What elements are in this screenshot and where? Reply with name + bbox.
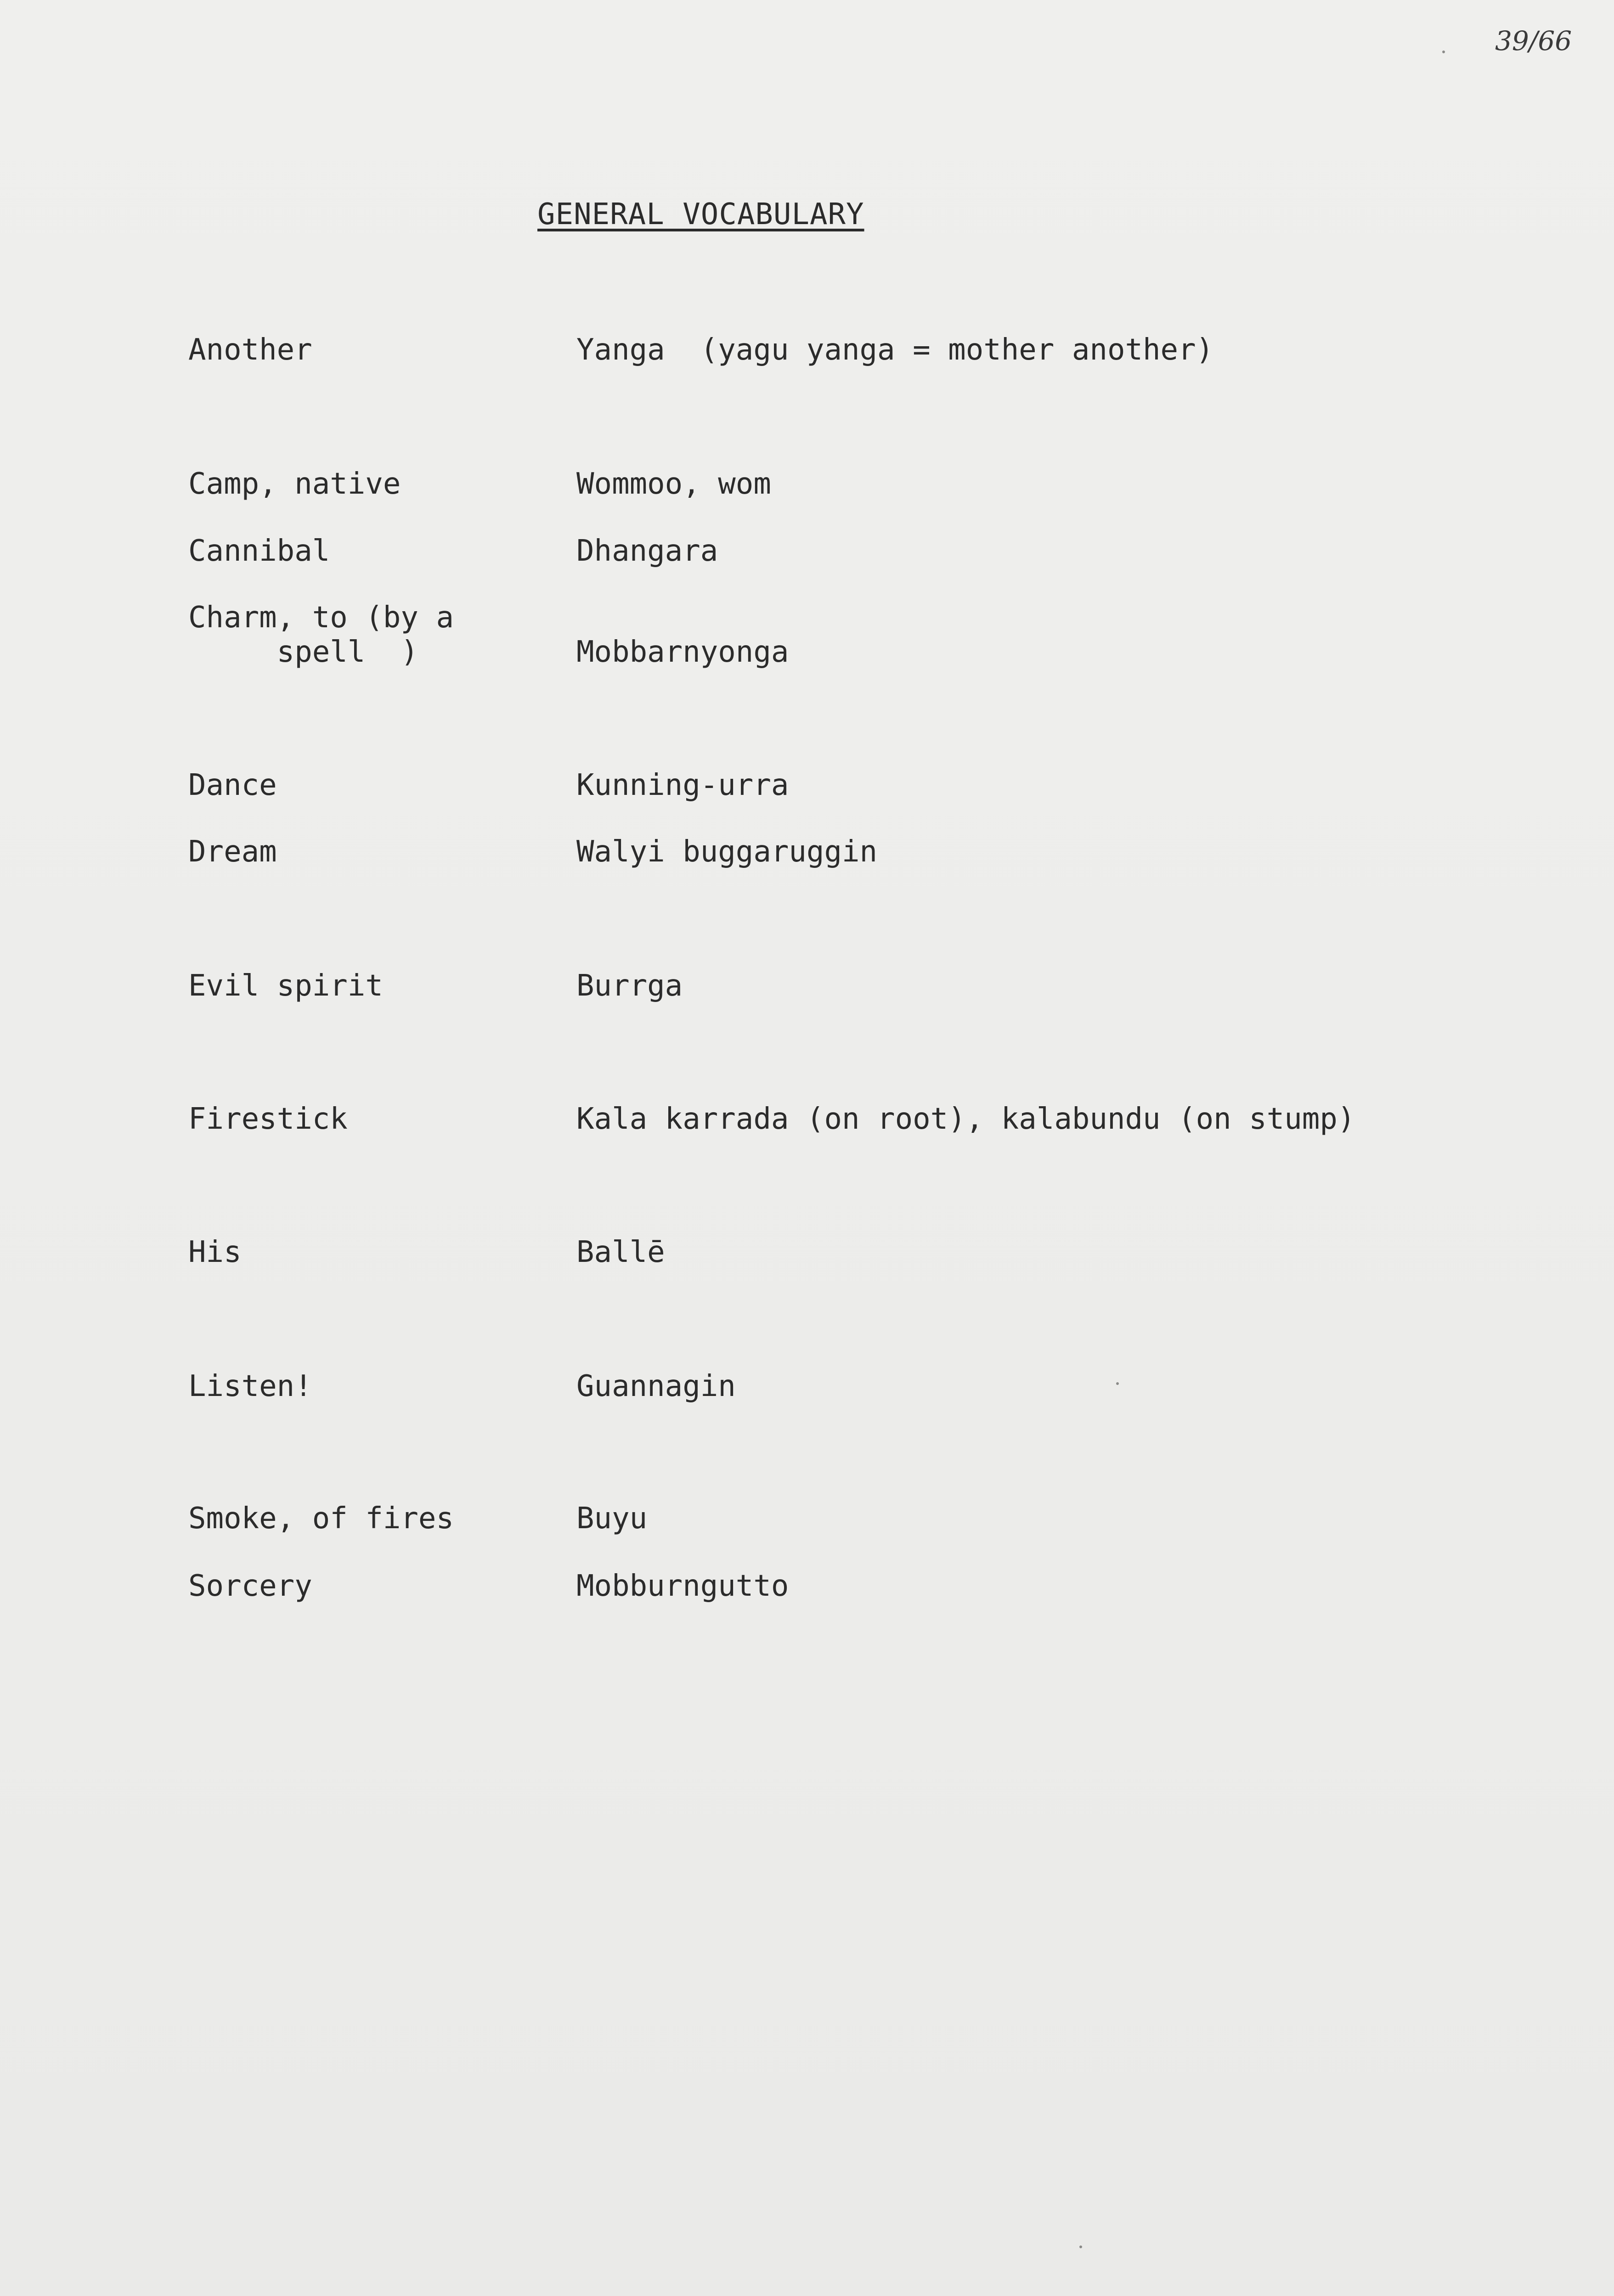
vocab-term: Sorcery xyxy=(188,1569,312,1603)
vocab-gloss: Kunning-urra xyxy=(576,768,789,802)
document-title: GENERAL VOCABULARY xyxy=(537,197,864,231)
vocab-term: Another xyxy=(188,333,312,367)
vocab-gloss: Wommoo, wom xyxy=(576,467,771,501)
vocab-gloss: Walyi buggaruggin xyxy=(576,835,878,869)
paper-speck xyxy=(1442,51,1445,53)
vocab-term: His xyxy=(188,1235,242,1269)
page-number: 39/66 xyxy=(1495,25,1572,56)
vocab-gloss: Mobbarnyonga xyxy=(576,635,789,669)
vocab-gloss: Buyu xyxy=(576,1502,648,1536)
paper-speck xyxy=(1079,2245,1082,2248)
vocab-term: Dance xyxy=(188,768,277,802)
vocab-term: Smoke, of fires xyxy=(188,1502,454,1536)
vocab-term: Dream xyxy=(188,835,277,869)
vocab-term: Evil spirit xyxy=(188,969,383,1003)
vocab-term: Camp, native xyxy=(188,467,401,501)
paper-speck xyxy=(1116,1382,1119,1385)
vocab-term: Firestick xyxy=(188,1102,348,1136)
vocab-term: Listen! xyxy=(188,1369,312,1403)
vocab-gloss: Kala karrada (on root), kalabundu (on stump) xyxy=(576,1102,1355,1136)
vocab-gloss: Burrga xyxy=(576,969,683,1003)
vocab-gloss: Mobburngutto xyxy=(576,1569,789,1603)
vocab-gloss: Yanga (yagu yanga = mother another) xyxy=(576,333,1214,367)
vocab-gloss: Guannagin xyxy=(576,1369,736,1403)
vocab-gloss: Ballē xyxy=(576,1235,665,1269)
vocab-term: Cannibal xyxy=(188,534,330,568)
vocab-term: Charm, to (by a spell ) xyxy=(188,601,454,669)
vocab-gloss: Dhangara xyxy=(576,534,718,568)
